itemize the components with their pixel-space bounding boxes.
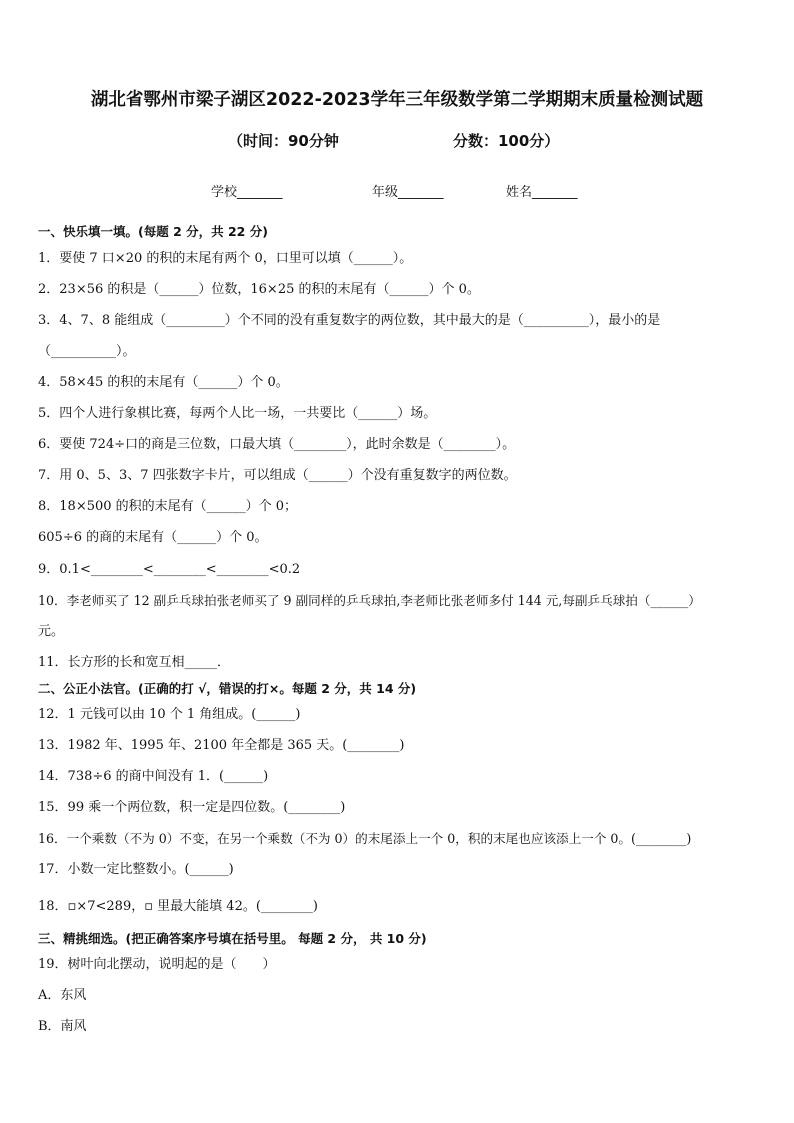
question-16: 16．一个乘数（不为 0）不变，在另一个乘数（不为 0）的末尾添上一个 0，积的末尾也应该添上一个 0。(________) [38,831,692,846]
section-1-heading: 一、快乐填一填。(每题 2 分，共 22 分) [38,224,268,239]
question-8-line-1: 8．18×500 的积的末尾有（______）个 0； [38,499,298,514]
name-field: 姓名_______ [506,185,578,200]
question-6: 6．要使 724÷口的商是三位数，口最大填（________），此时余数是（________）。 [38,437,516,452]
option-b: B．南风 [38,1019,87,1034]
question-3-line-1: 3．4、7、8 能组成（_________）个不同的没有重复数字的两位数，其中最大的是（__________），最小的是 [38,313,661,328]
question-2: 2．23×56 的积是（______）位数，16×25 的积的末尾有（______）个 0。 [38,282,480,297]
question-12: 12．1 元钱可以由 10 个 1 角组成。(______) [38,707,301,722]
option-a: A．东风 [38,988,87,1003]
question-7: 7．用 0、5、3、7 四张数字卡片，可以组成（______）个没有重复数字的两位数。 [38,468,517,483]
question-5: 5．四个人进行象棋比赛，每两个人比一场，一共要比（______）场。 [38,406,437,421]
question-8-line-2: 605÷6 的商的末尾有（______）个 0。 [38,530,268,545]
question-11: 11．长方形的长和宽互相_____． [38,655,231,670]
question-1: 1．要使 7 口×20 的积的末尾有两个 0，口里可以填（______）。 [38,251,413,266]
question-18: 18．▫×7<289，▫ 里最大能填 42。(________) [38,899,318,914]
question-19: 19．树叶向北摆动，说明起的是（ ） [38,957,276,972]
question-9: 9．0.1<________<________<________<0.2 [38,562,301,577]
grade-field: 年级_______ [372,185,444,200]
school-field: 学校_______ [211,185,283,200]
question-10-line-1: 10．李老师买了 12 副乒乓球拍张老师买了 9 副同样的乒乓球拍,李老师比张老师多付 144 元,每副乒乓球拍（______） [38,593,701,608]
question-3-line-2: （__________）。 [38,344,136,359]
page-title: 湖北省鄂州市梁子湖区2022-2023学年三年级数学第二学期期末质量检测试题 [90,90,704,110]
section-2-heading: 二、公正小法官。(正确的打 √，错误的打×。每题 2 分，共 14 分) [38,681,417,696]
section-3-heading: 三、精挑细选。(把正确答案序号填在括号里。 每题 2 分， 共 10 分) [38,931,427,946]
question-4: 4．58×45 的积的末尾有（______）个 0。 [38,375,289,390]
question-15: 15．99 乘一个两位数，积一定是四位数。(________) [38,800,346,815]
question-14: 14．738÷6 的商中间没有 1．(______) [38,769,269,784]
question-13: 13．1982 年、1995 年、2100 年全都是 365 天。(________) [38,738,405,753]
question-17: 17．小数一定比整数小。(______) [38,862,234,877]
exam-time: （时间：90分钟 [228,132,339,150]
question-10-line-2: 元。 [38,624,65,639]
exam-score: 分数：100分） [453,132,560,150]
